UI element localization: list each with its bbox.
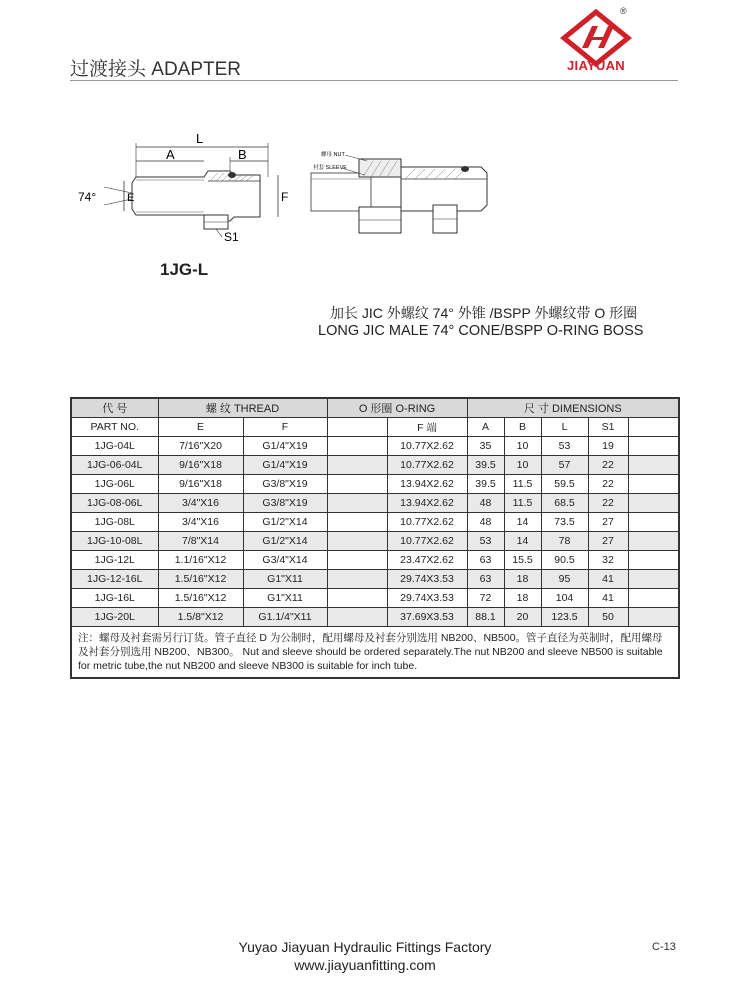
- cell-f: G1/2"X14: [243, 532, 327, 551]
- cell-b: 14: [504, 532, 541, 551]
- cell-part: 1JG-12-16L: [71, 570, 158, 589]
- cell-blank: [628, 513, 679, 532]
- header-f-end: F 端: [387, 418, 467, 437]
- cell-blank: [628, 494, 679, 513]
- cell-part: 1JG-20L: [71, 608, 158, 627]
- cell-l: 90.5: [541, 551, 588, 570]
- cell-s1: 32: [588, 551, 628, 570]
- page-title: 过渡接头 ADAPTER: [70, 59, 242, 80]
- table-row: [71, 532, 679, 551]
- cell-part: 1JG-10-08L: [71, 532, 158, 551]
- cell-a: 48: [467, 494, 504, 513]
- cell-part: 1JG-08L: [71, 513, 158, 532]
- cell-blank: [327, 513, 387, 532]
- cell-oring: 29.74X3.53: [387, 570, 467, 589]
- cell-part: 1JG-06-04L: [71, 456, 158, 475]
- cell-l: 53: [541, 437, 588, 456]
- description-english: LONG JIC MALE 74° CONE/BSPP O-RING BOSS: [318, 323, 644, 339]
- cell-s1: 27: [588, 513, 628, 532]
- cell-s1: 41: [588, 589, 628, 608]
- cell-blank: [628, 437, 679, 456]
- description-chinese: 加长 JIC 外螺纹 74° 外锥 /BSPP 外螺纹带 O 形圈: [330, 305, 638, 321]
- cell-blank: [327, 532, 387, 551]
- cell-e: 3/4"X16: [158, 513, 243, 532]
- cell-e: 1.1/16"X12: [158, 551, 243, 570]
- cell-oring: 29.74X3.53: [387, 589, 467, 608]
- cell-b: 10: [504, 437, 541, 456]
- cell-blank: [628, 608, 679, 627]
- header-l: L: [541, 418, 588, 437]
- cell-b: 14: [504, 513, 541, 532]
- cell-f: G1"X11: [243, 570, 327, 589]
- table-row: [71, 475, 679, 494]
- header-a: A: [467, 418, 504, 437]
- cell-blank: [628, 570, 679, 589]
- cell-a: 48: [467, 513, 504, 532]
- header-divider: [70, 80, 678, 81]
- cell-f: G1"X11: [243, 589, 327, 608]
- cell-b: 11.5: [504, 475, 541, 494]
- table-row: [71, 437, 679, 456]
- cell-oring: 13.94X2.62: [387, 494, 467, 513]
- cell-s1: 27: [588, 532, 628, 551]
- part-model-label: 1JG-L: [160, 260, 209, 279]
- cell-l: 59.5: [541, 475, 588, 494]
- header-oring: O 形圈 O-RING: [327, 398, 467, 418]
- footer-company: Yuyao Jiayuan Hydraulic Fittings Factory: [238, 939, 492, 955]
- cell-f: G3/8"X19: [243, 475, 327, 494]
- cell-s1: 19: [588, 437, 628, 456]
- cell-oring: 10.77X2.62: [387, 456, 467, 475]
- cell-e: 3/4"X16: [158, 494, 243, 513]
- cell-a: 63: [467, 570, 504, 589]
- cell-s1: 50: [588, 608, 628, 627]
- cell-oring: 23.47X2.62: [387, 551, 467, 570]
- header-extra-blank: [628, 418, 679, 437]
- table-row: [71, 608, 679, 627]
- page-number: C-13: [652, 941, 676, 953]
- cell-s1: 22: [588, 494, 628, 513]
- cell-b: 18: [504, 570, 541, 589]
- cell-f: G3/4"X14: [243, 551, 327, 570]
- cell-oring: 10.77X2.62: [387, 532, 467, 551]
- cell-e: 9/16"X18: [158, 456, 243, 475]
- cell-part: 1JG-12L: [71, 551, 158, 570]
- cell-a: 39.5: [467, 456, 504, 475]
- header-b: B: [504, 418, 541, 437]
- cell-part: 1JG-06L: [71, 475, 158, 494]
- header-s1: S1: [588, 418, 628, 437]
- cell-oring: 13.94X2.62: [387, 475, 467, 494]
- cell-part: 1JG-16L: [71, 589, 158, 608]
- dim-l-label: L: [196, 131, 204, 146]
- cell-b: 10: [504, 456, 541, 475]
- cell-blank: [327, 437, 387, 456]
- nut-label: 螺母 NUT: [321, 152, 345, 158]
- dim-b-label: B: [238, 147, 247, 162]
- cell-f: G3/8"X19: [243, 494, 327, 513]
- cell-l: 73.5: [541, 513, 588, 532]
- cell-b: 20: [504, 608, 541, 627]
- cell-blank: [327, 456, 387, 475]
- cell-a: 53: [467, 532, 504, 551]
- cell-s1: 22: [588, 456, 628, 475]
- table-header-row-1: [71, 398, 679, 418]
- cell-blank: [327, 494, 387, 513]
- cell-s1: 22: [588, 475, 628, 494]
- cell-blank: [628, 456, 679, 475]
- table-row: [71, 513, 679, 532]
- header-part-no: PART NO.: [71, 418, 158, 437]
- cell-l: 104: [541, 589, 588, 608]
- dim-e-label: E: [127, 192, 135, 204]
- cell-a: 72: [467, 589, 504, 608]
- assembly-drawing: [305, 145, 495, 250]
- cell-b: 18: [504, 589, 541, 608]
- cell-a: 35: [467, 437, 504, 456]
- cell-oring: 10.77X2.62: [387, 513, 467, 532]
- cell-e: 9/16"X18: [158, 475, 243, 494]
- header-f: F: [243, 418, 327, 437]
- header-code: 代 号: [71, 398, 158, 418]
- angle-label: 74°: [78, 190, 97, 204]
- cell-blank: [628, 532, 679, 551]
- table-header-row-2: [71, 418, 679, 437]
- cell-b: 11.5: [504, 494, 541, 513]
- header-e: E: [158, 418, 243, 437]
- cell-a: 39.5: [467, 475, 504, 494]
- cell-l: 123.5: [541, 608, 588, 627]
- table-row: [71, 589, 679, 608]
- header-thread: 螺 纹 THREAD: [158, 398, 327, 418]
- cell-oring: 37.69X3.53: [387, 608, 467, 627]
- cell-blank: [327, 608, 387, 627]
- cell-f: G1/4"X19: [243, 437, 327, 456]
- hex-s1-label: S1: [224, 230, 239, 244]
- cell-part: 1JG-08-06L: [71, 494, 158, 513]
- fitting-dimension-drawing: [70, 125, 300, 250]
- cell-a: 63: [467, 551, 504, 570]
- cell-e: 7/8"X14: [158, 532, 243, 551]
- registered-mark: ®: [620, 6, 627, 16]
- cell-e: 1.5/16"X12: [158, 589, 243, 608]
- cell-l: 68.5: [541, 494, 588, 513]
- cell-blank: [327, 570, 387, 589]
- cell-e: 7/16"X20: [158, 437, 243, 456]
- table-row: [71, 570, 679, 589]
- table-row: [71, 456, 679, 475]
- cell-f: G1.1/4"X11: [243, 608, 327, 627]
- cell-s1: 41: [588, 570, 628, 589]
- header-dimensions: 尺 寸 DIMENSIONS: [467, 398, 679, 418]
- table-note-row: [71, 627, 679, 679]
- specification-table: [70, 397, 680, 679]
- cell-blank: [628, 475, 679, 494]
- cell-blank: [628, 589, 679, 608]
- cell-blank: [327, 551, 387, 570]
- cell-e: 1.5/16"X12: [158, 570, 243, 589]
- cell-l: 57: [541, 456, 588, 475]
- cell-e: 1.5/8"X12: [158, 608, 243, 627]
- cell-a: 88.1: [467, 608, 504, 627]
- header-oring-blank: [327, 418, 387, 437]
- cell-l: 78: [541, 532, 588, 551]
- cell-f: G1/4"X19: [243, 456, 327, 475]
- cell-oring: 10.77X2.62: [387, 437, 467, 456]
- cell-l: 95: [541, 570, 588, 589]
- sleeve-label: 衬套 SLEEVE: [313, 165, 347, 171]
- dim-f-label: F: [281, 190, 289, 204]
- cell-part: 1JG-04L: [71, 437, 158, 456]
- table-row: [71, 551, 679, 570]
- table-note: 注：螺母及衬套需另行订货。管子直径 D 为公制时，配用螺母及衬套分别选用 NB200、NB500。管子直径为英制时，配用螺母及衬套分别选用 NB200、NB300。 Nut and sleeve should be ordered separately.The nut NB200 and sleeve NB500 is suitable for metric tube,the nut NB200 and sleeve NB300 is suitable for inch tube.: [71, 627, 679, 679]
- cell-b: 15.5: [504, 551, 541, 570]
- cell-blank: [327, 589, 387, 608]
- cell-f: G1/2"X14: [243, 513, 327, 532]
- cell-blank: [628, 551, 679, 570]
- dim-a-label: A: [166, 147, 175, 162]
- footer-url[interactable]: www.jiayuanfitting.com: [294, 957, 436, 973]
- cell-blank: [327, 475, 387, 494]
- brand-name: JIAYUAN: [567, 58, 625, 73]
- table-row: [71, 494, 679, 513]
